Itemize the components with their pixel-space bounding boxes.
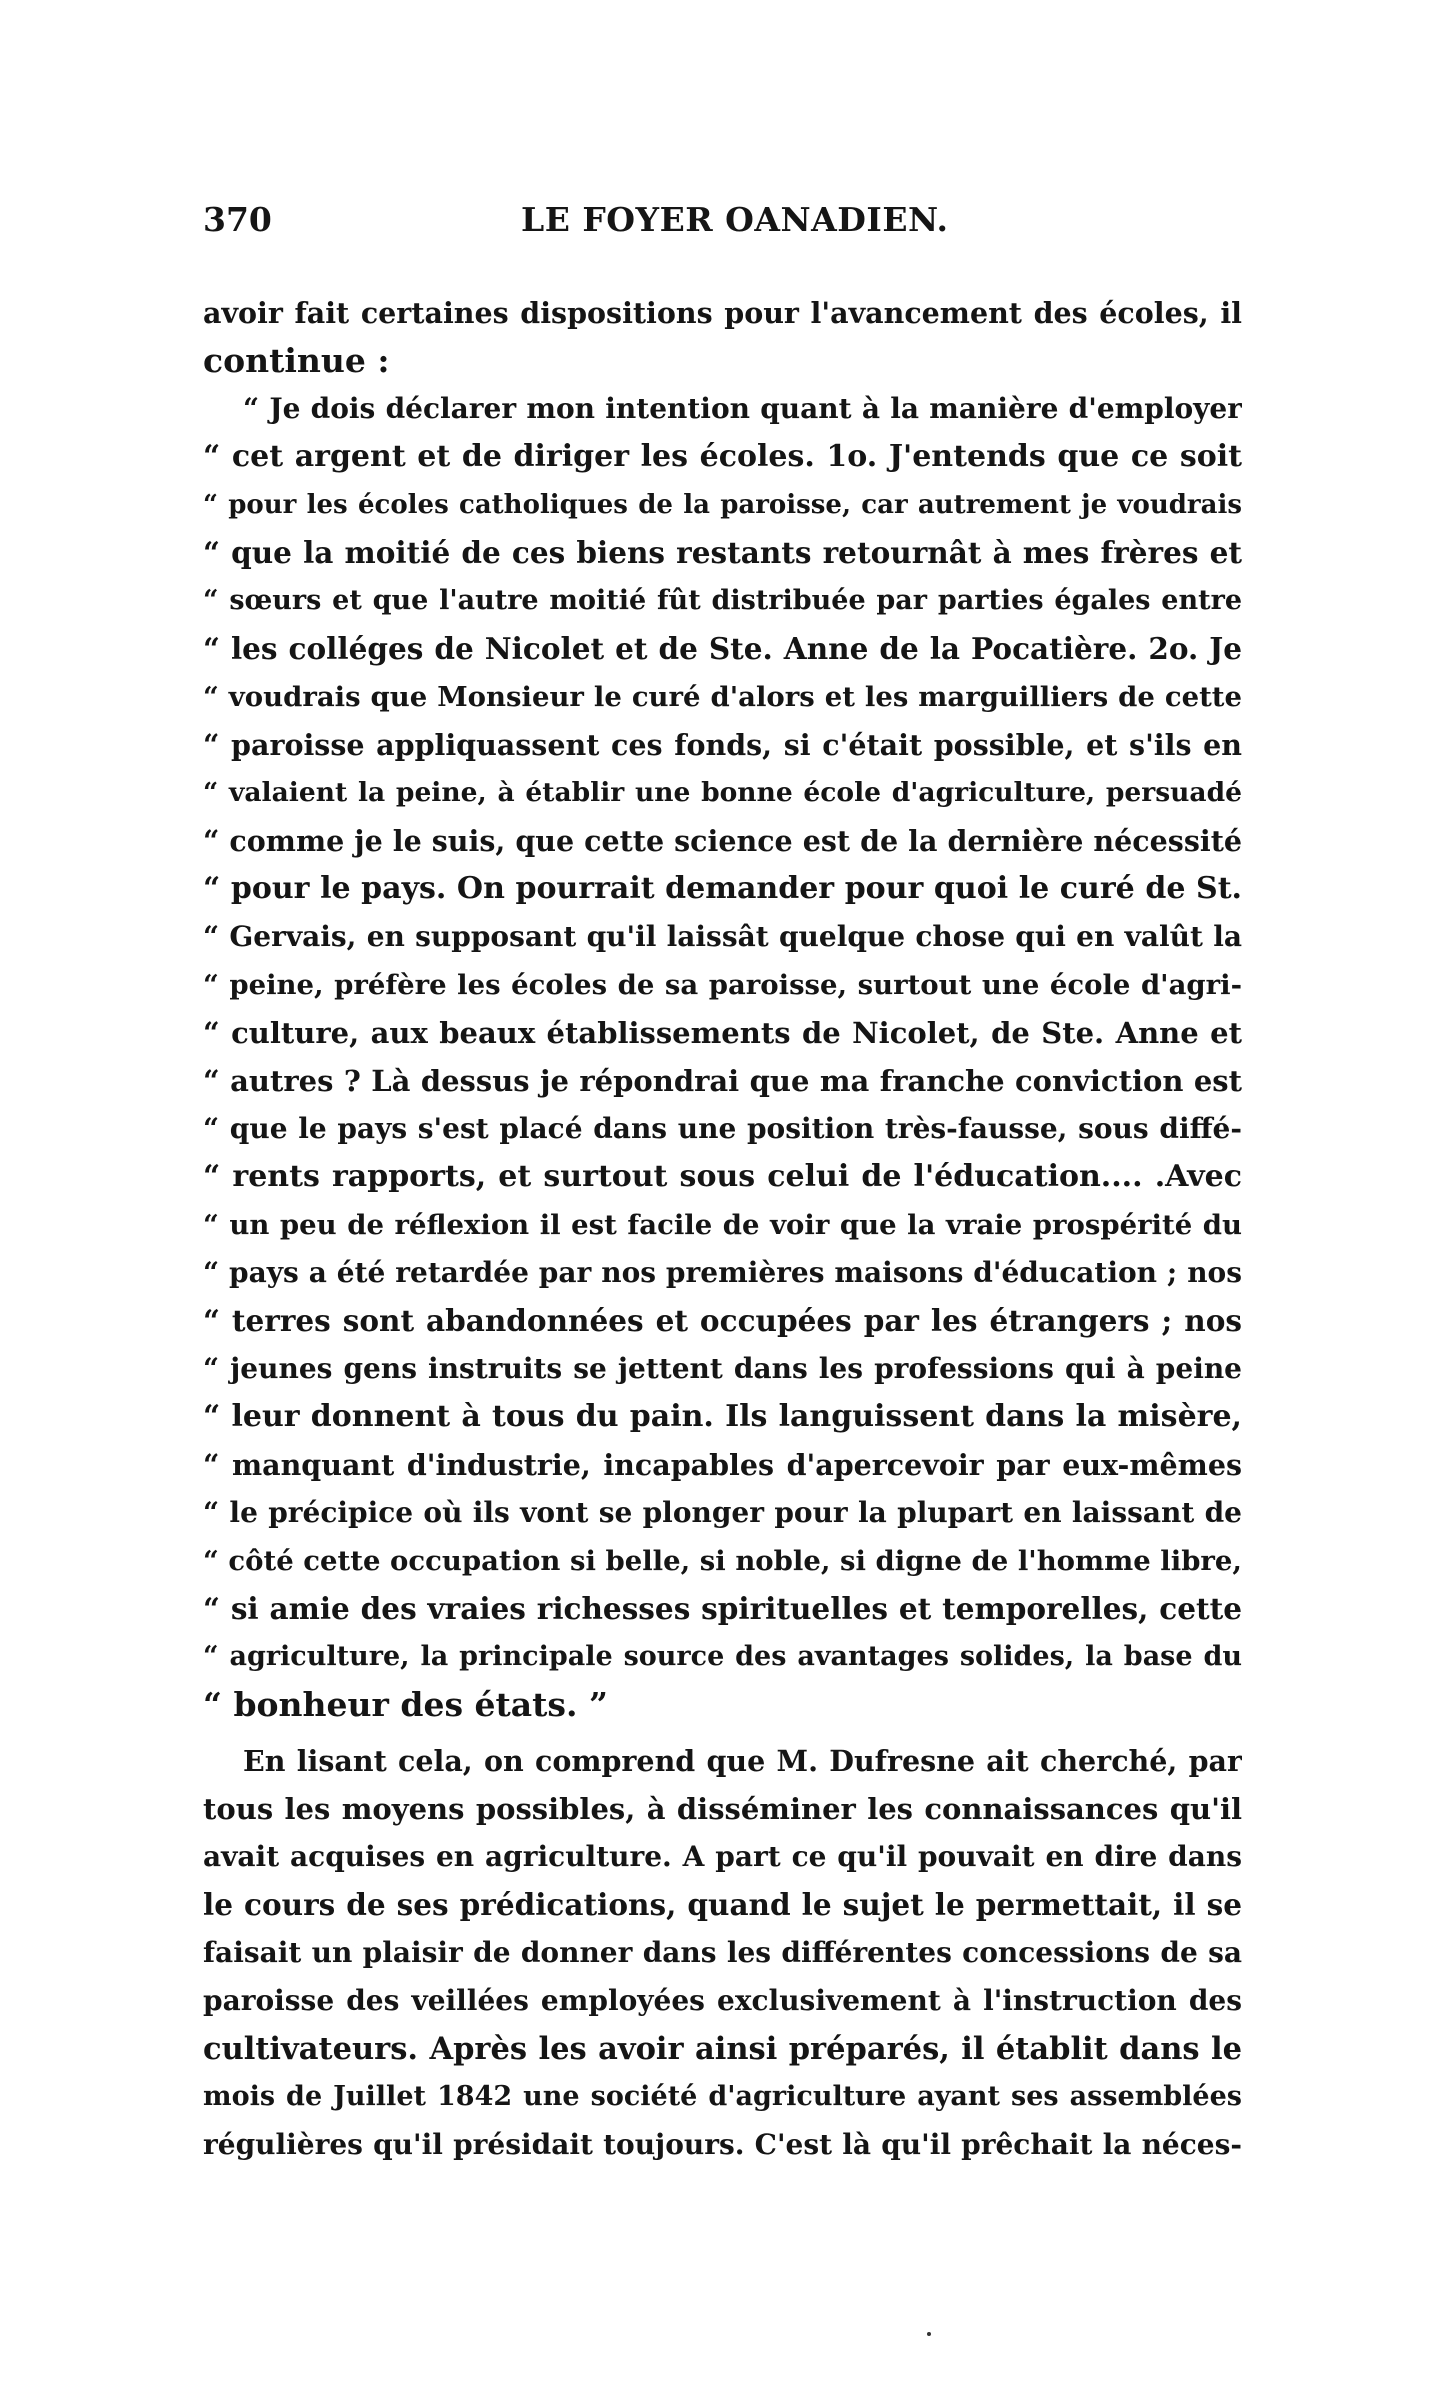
text-line: tous les moyens possibles, à disséminer les connaissances qu'il bbox=[203, 1792, 1242, 1826]
paragraph-agriculture bbox=[203, 1737, 1242, 2169]
quote-line: “ Je dois déclarer mon intention quant à la manière d'employer bbox=[243, 392, 1242, 425]
quote-line: “ leur donnent à tous du pain. Ils languissent dans la misère, bbox=[203, 1399, 1242, 1434]
text-line: avoir fait certaines dispositions pour l'avancement des écoles, il bbox=[203, 296, 1242, 330]
quote-line: “ sœurs et que l'autre moitié fût distribuée par parties égales entre bbox=[203, 585, 1242, 616]
quote-line: “ jeunes gens instruits se jettent dans les professions qui à peine bbox=[203, 1352, 1242, 1385]
quote-line: “ culture, aux beaux établissements de Nicolet, de Ste. Anne et bbox=[203, 1016, 1242, 1050]
paragraph-intro bbox=[203, 289, 1242, 385]
quote-line: “ un peu de réflexion il est facile de voir que la vraie prospérité du bbox=[203, 1209, 1242, 1241]
quote-line: “ pour les écoles catholiques de la paroisse, car autrement je voudrais bbox=[203, 490, 1242, 520]
quote-line: “ paroisse appliquassent ces fonds, si c'était possible, et s'ils en bbox=[203, 728, 1242, 762]
quote-line: “ les colléges de Nicolet et de Ste. Anne de la Pocatière. 2o. Je bbox=[203, 631, 1242, 666]
quote-line: “ Gervais, en supposant qu'il laissât quelque chose qui en valût la bbox=[203, 920, 1242, 953]
quote-line: “ bonheur des états. ” bbox=[203, 1685, 608, 1724]
text-line: régulières qu'il présidait toujours. C'est là qu'il prêchait la néces- bbox=[203, 2128, 1242, 2161]
will-quotation bbox=[203, 385, 1242, 1729]
text-line: mois de Juillet 1842 une société d'agriculture ayant ses assemblées bbox=[203, 2081, 1242, 2112]
ink-speck bbox=[927, 2332, 931, 2336]
quote-line: “ manquant d'industrie, incapables d'apercevoir par eux-mêmes bbox=[203, 1448, 1242, 1482]
quote-line: “ autres ? Là dessus je répondrai que ma franche conviction est bbox=[203, 1064, 1242, 1098]
text-line: le cours de ses prédications, quand le sujet le permettait, il se bbox=[203, 1887, 1242, 1922]
page-number: 370 bbox=[203, 200, 272, 239]
quote-line: “ pays a été retardée par nos premières maisons d'éducation ; nos bbox=[203, 1256, 1242, 1289]
quote-line: “ côté cette occupation si belle, si noble, si digne de l'homme libre, bbox=[203, 1545, 1242, 1577]
quote-line: “ rents rapports, et surtout sous celui de l'éducation.... .Avec bbox=[203, 1159, 1242, 1194]
quote-line: “ que la moitié de ces biens restants retournât à mes frères et bbox=[203, 535, 1242, 570]
quote-line: “ cet argent et de diriger les écoles. 1o. J'entends que ce soit bbox=[203, 439, 1242, 474]
quote-line: “ voudrais que Monsieur le curé d'alors et les marguilliers de cette bbox=[203, 681, 1242, 713]
text-line: faisait un plaisir de donner dans les différentes concessions de sa bbox=[203, 1936, 1242, 1969]
text-line: avait acquises en agriculture. A part ce qu'il pouvait en dire dans bbox=[203, 1840, 1242, 1873]
quote-line: “ peine, préfère les écoles de sa paroisse, surtout une école d'agri- bbox=[203, 969, 1242, 1001]
quote-line: “ valaient la peine, à établir une bonne école d'agriculture, persuadé bbox=[203, 777, 1242, 808]
page-header bbox=[203, 198, 1242, 242]
quote-line: “ agriculture, la principale source des avantages solides, la base du bbox=[203, 1641, 1242, 1672]
text-line: cultivateurs. Après les avoir ainsi préparés, il établit dans le bbox=[203, 2031, 1242, 2067]
quote-line: “ comme je le suis, que cette science est de la dernière nécessité bbox=[203, 824, 1242, 858]
running-title: LE FOYER OANADIEN. bbox=[521, 200, 949, 239]
text-line: En lisant cela, on comprend que M. Dufresne ait cherché, par bbox=[243, 1744, 1242, 1778]
text-line: paroisse des veillées employées exclusivement à l'instruction des bbox=[203, 1984, 1242, 2017]
quote-line: “ que le pays s'est placé dans une position très-fausse, sous diffé- bbox=[203, 1112, 1242, 1145]
quote-line: “ terres sont abandonnées et occupées par les étrangers ; nos bbox=[203, 1303, 1242, 1338]
quote-line: “ pour le pays. On pourrait demander pour quoi le curé de St. bbox=[203, 871, 1242, 906]
quote-line: “ le précipice où ils vont se plonger pour la plupart en laissant de bbox=[203, 1496, 1242, 1529]
text-line: continue : bbox=[203, 341, 390, 380]
quote-line: “ si amie des vraies richesses spirituelles et temporelles, cette bbox=[203, 1591, 1242, 1626]
